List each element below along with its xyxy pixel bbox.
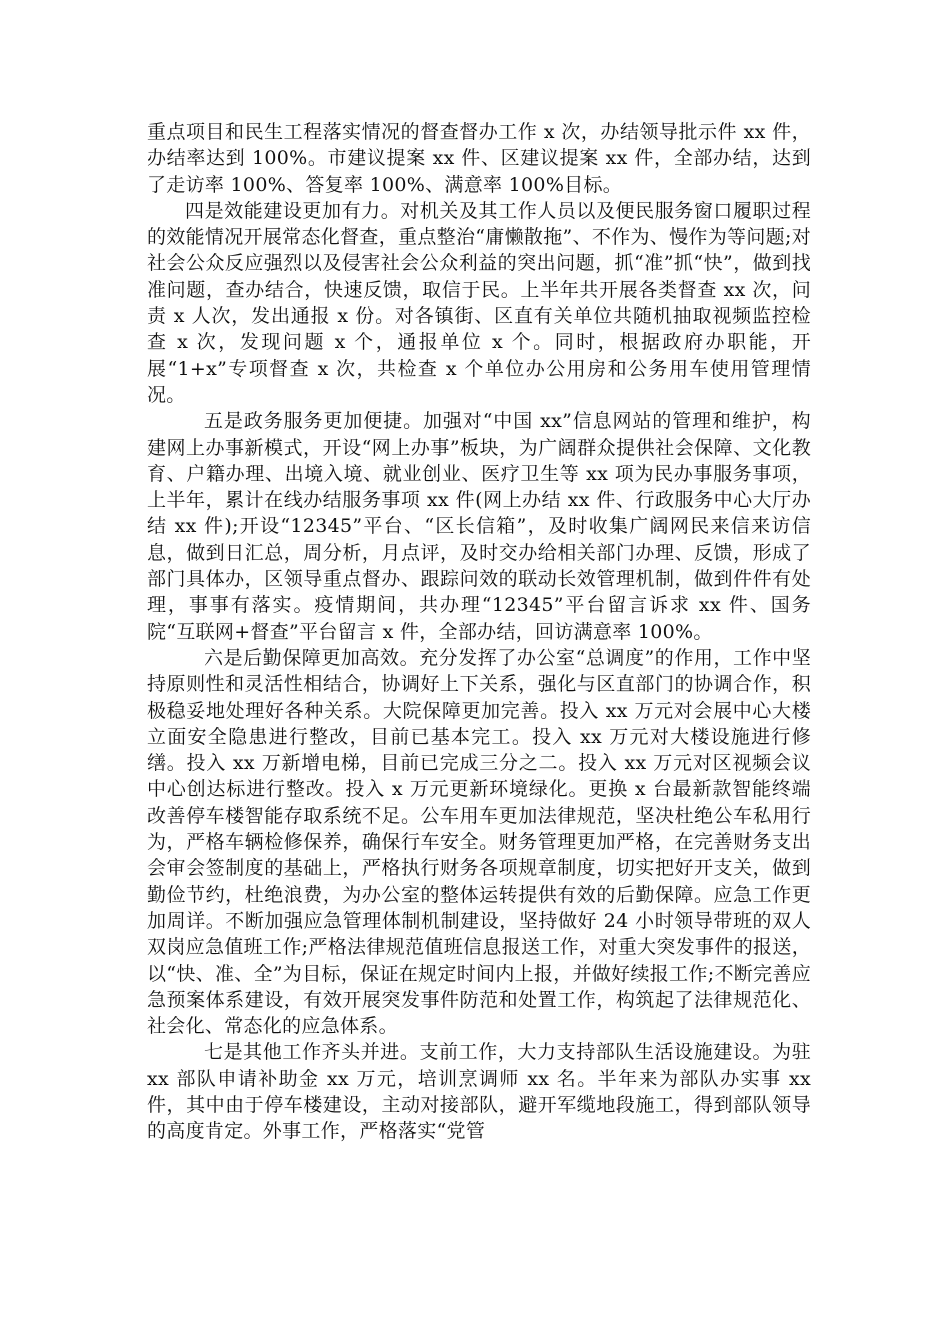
paragraph-other-work: 七是其他工作齐头并进。支前工作，大力支持部队生活设施建设。为驻 xx 部队申请补助金 xx 万元，培训烹调师 xx 名。半年来为部队办实事 xx 件，其中由于停车楼建设，主动对接部队，避开军缆地段施工，得到部队领导的高度肯定。外事工作，严格落实“党管 [147, 1041, 811, 1143]
paragraph-efficiency: 四是效能建设更加有力。对机关及其工作人员以及便民服务窗口履职过程的效能情况开展常态化督查，重点整治“庸懒散拖”、不作为、慢作为等问题;对社会公众反应强烈以及侵害社会公众利益的突出问题，抓“准”抓“快”，做到找准问题，查办结合，快速反馈，取信于民。上半年共开展各类督查 xx 次，问责 x 人次，发出通报 x 份。对各镇街、区直有关单位共随机抽取视频监控检查 x 次，发现问题 x 个，通报单位 x 个。同时，根据政府办职能，开展“1+x”专项督查 x 次，共检查 x 个单位办公用房和公务用车使用管理情况。 [147, 199, 811, 406]
paragraph-continuation: 重点项目和民生工程落实情况的督查督办工作 x 次，办结领导批示件 xx 件，办结率达到 100%。市建议提案 xx 件、区建议提案 xx 件，全部办结，达到了走访率 100%、答复率 100%、满意率 100%目标。 [147, 121, 811, 196]
paragraph-government-services: 五是政务服务更加便捷。加强对“中国 xx”信息网站的管理和维护，构建网上办事新模式，开设“网上办事”板块，为广阔群众提供社会保障、文化教育、户籍办理、出境入境、就业创业、医疗卫生等 xx 项为民办事服务事项，上半年，累计在线办结服务事项 xx 件(网上办结 xx 件、行政服务中心大厅办结 xx 件);开设“12345”平台、“区长信箱”，及时收集广阔网民来信来访信息，做到日汇总，周分析，月点评，及时交办给相关部门办理、反馈，形成了部门具体办，区领导重点督办、跟踪问效的联动长效管理机制，做到件件有处理，事事有落实。疫情期间，共办理“12345”平台留言诉求 xx 件、国务院“互联网+督查”平台留言 x 件，全部办结，回访满意率 100%。 [147, 410, 811, 643]
paragraph-logistics: 六是后勤保障更加高效。充分发挥了办公室“总调度”的作用，工作中坚持原则性和灵活性相结合，协调好上下关系，强化与区直部门的协调合作，积极稳妥地处理好各种关系。大院保障更加完善。投入 xx 万元对会展中心大楼立面安全隐患进行整改，目前已基本完工。投入 xx 万元对大楼设施进行修缮。投入 xx 万新增电梯，目前已完成三分之二。投入 xx 万元对区视频会议中心创达标进行整改。投入 x 万元更新环境绿化。更换 x 台最新款智能终端改善停车楼智能存取系统不足。公车用车更加法律规范，坚决杜绝公车私用行为，严格车辆检修保养，确保行车安全。财务管理更加严格，在完善财务支出会审会签制度的基础上，严格执行财务各项规章制度，切实把好开支关，做到勤俭节约，杜绝浪费，为办公室的整体运转提供有效的后勤保障。应急工作更加周详。不断加强应急管理体制机制建设，坚持做好 24 小时领导带班的双人双岗应急值班工作;严格法律规范值班信息报送工作，对重大突发事件的报送，以“快、准、全”为目标，保证在规定时间内上报，并做好续报工作;不断完善应急预案体系建设，有效开展突发事件防范和处置工作，构筑起了法律规范化、社会化、常态化的应急体系。 [147, 646, 811, 1038]
document-body [147, 119, 811, 1145]
